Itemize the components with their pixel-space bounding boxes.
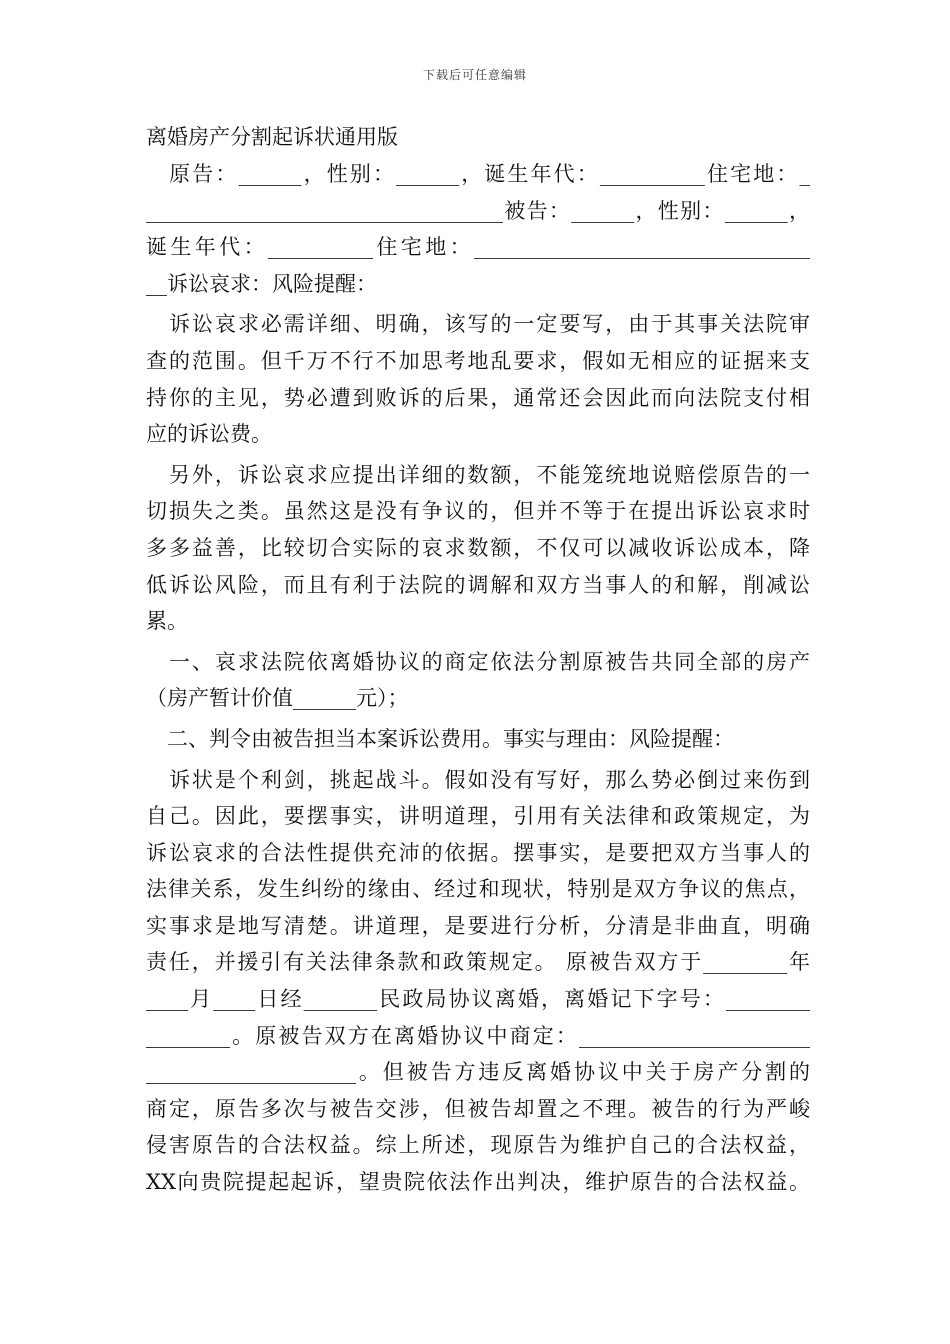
text-line: ____月____日经_______民政局协议离婚，离婚记下字号：________: [146, 987, 810, 1012]
text-line: 诉状是个利剑，挑起战斗。假如没有写好，那么势必倒过来伤到: [146, 767, 810, 792]
text-line: __________________________________被告：______，性别：______，: [146, 198, 810, 223]
paragraph-request-one: [146, 644, 810, 717]
text-line: ____________________。但被告方违反离婚协议中关于房产分割的: [146, 1060, 810, 1085]
text-line: 责任，并援引有关法律条款和政策规定。 原被告双方于________年: [146, 950, 810, 975]
paragraph-claims-warning: [146, 306, 810, 452]
text-line: 商定，原告多次与被告交涉，但被告却置之不理。被告的行为严峻: [146, 1096, 810, 1121]
text-line: 侵害原告的合法权益。综上所述，现原告为维护自己的合法权益，: [146, 1133, 810, 1158]
text-line: 应的诉讼费。: [146, 422, 272, 447]
text-line: 持你的主见，势必遭到败诉的后果，通常还会因此而向法院支付相: [146, 385, 810, 410]
text-line: 法律关系，发生纠纷的缘由、经过和现状，特别是双方争议的焦点，: [146, 877, 810, 902]
text-line: 二、判令由被告担当本案诉讼费用。事实与理由：风险提醒：: [146, 726, 734, 751]
text-line: 诉讼哀求的合法性提供充沛的依据。摆事实，是要把双方当事人的: [146, 840, 810, 865]
text-line: 累。: [146, 609, 188, 634]
header-note: 下载后可任意编辑: [422, 68, 527, 82]
text-line: 另外，诉讼哀求应提出详细的数额，不能笼统地说赔偿原告的一: [146, 462, 810, 487]
paragraph-facts: [146, 762, 810, 1201]
text-line: 一、哀求法院依离婚协议的商定依法分割原被告共同全部的房产: [146, 649, 810, 674]
text-line: 切损失之类。虽然这是没有争议的，但并不等于在提出诉讼哀求时: [146, 499, 810, 524]
text-line: （房产暂计价值______元）；: [146, 686, 409, 711]
text-line: 多多益善，比较切合实际的哀求数额，不仅可以减收诉讼成本，降: [146, 535, 810, 560]
text-line: 查的范围。但千万不行不加思考地乱要求，假如无相应的证据来支: [146, 348, 810, 373]
text-line: 实事求是地写清楚。讲道理，是要进行分析，分清是非曲直，明确: [146, 913, 810, 938]
text-line: 低诉讼风险，而且有利于法院的调解和双方当事人的和解，削减讼: [146, 572, 810, 597]
text-line: 原告：______，性别：______，诞生年代：__________住宅地：_: [146, 162, 810, 186]
paragraph-request-two: [146, 721, 810, 758]
text-line: XX向贵院提起起诉，望贵院依法作出判决，维护原告的合法权益。: [146, 1170, 810, 1195]
document-body: [146, 118, 810, 1201]
text-line: 诞生年代：__________住宅地：________________________________: [146, 235, 810, 260]
paragraph-parties: [146, 156, 810, 302]
paragraph-claim-amount: [146, 457, 810, 640]
text-line: 自己。因此，要摆事实，讲明道理，引用有关法律和政策规定，为: [146, 804, 810, 829]
text-line: __诉讼哀求：风险提醒：: [146, 271, 377, 296]
document-title: 离婚房产分割起诉状通用版: [146, 125, 398, 149]
text-line: ________。原被告双方在离婚协议中商定：______________________: [146, 1023, 810, 1048]
text-line: 诉讼哀求必需详细、明确，该写的一定要写，由于其事关法院审: [146, 312, 810, 337]
